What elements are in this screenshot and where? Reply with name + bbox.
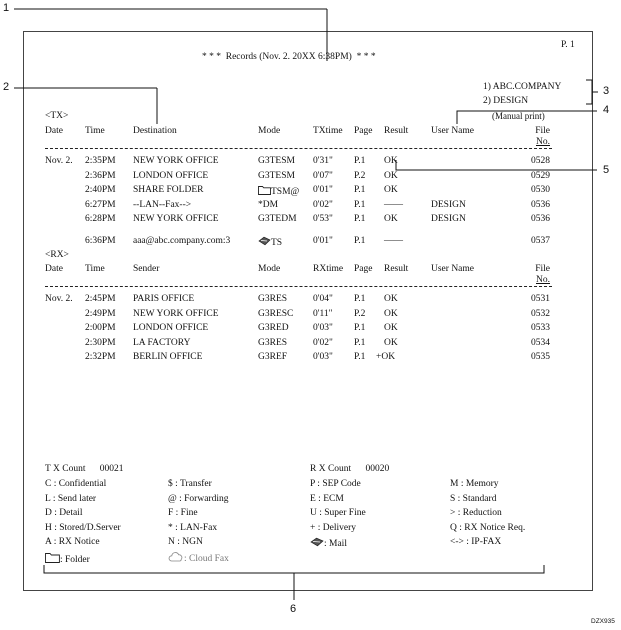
rx-cell-rxtime: 0'02" [313,337,333,348]
rx-header-file-no: No. [536,275,550,285]
company-line-2: 2) DESIGN [483,96,529,106]
tx-cell-time: 2:35PM [85,156,116,166]
rx-header-sender: Sender [133,264,160,274]
rx-cell-time: 2:00PM [85,323,116,333]
tx-cell-destination: NEW YORK OFFICE [133,214,219,224]
callout-2: 2 [3,81,10,93]
legend-item: * : LAN-Fax [168,522,218,533]
legend-item: Q : RX Notice Req. [450,522,526,533]
tx-header-file-no: No. [536,137,550,147]
tx-cell-destination: NEW YORK OFFICE [133,156,219,166]
rx-cell-rxtime: 0'04" [313,294,333,304]
rx-cell-rxtime: 0'11" [313,308,333,319]
tx-cell-result: ―― [384,236,403,246]
tx-cell-time: 6:36PM [85,236,116,246]
tx-header-time: Time [85,126,105,136]
callout-5-leader [396,160,597,170]
tx-header-date: Date [45,126,63,136]
tx-cell-time: 2:36PM [85,170,116,181]
tx-cell-mode-text: TSM@ [271,187,300,197]
rx-cell-mode: G3REF [258,352,288,362]
rx-cell-file: 0531 [531,294,550,304]
tx-cell-file: 0528 [531,156,550,166]
callout-4: 4 [603,104,610,116]
rx-header-result: Result [384,264,409,274]
tx-cell-page: P.1 [354,156,366,166]
rx-cell-page: P.1 [354,352,366,362]
callout-6-bracket [44,565,544,573]
rx-cell-file: 0532 [531,308,550,319]
tx-cell-mode: *DM [258,199,279,210]
rx-header-mode: Mode [258,264,281,274]
rx-cell-result: OK [384,323,398,333]
tx-cell-mode-text: TS [271,238,283,248]
manual-print-label: (Manual print) [492,111,545,121]
tx-cell-file: 0529 [531,170,550,181]
tx-cell-txtime: 0'31" [313,156,333,166]
rx-header-page: Page [354,264,373,274]
tx-cell-txtime: 0'01" [313,236,333,246]
tx-header-result: Result [384,126,409,136]
rx-cell-result: +OK [376,352,396,362]
tx-header-file: File [535,126,550,136]
rx-cell-date: Nov. 2. [45,294,73,304]
callout-5: 5 [603,164,610,176]
legend-folder-label: : Folder [60,555,90,565]
rx-cell-sender: LONDON OFFICE [133,323,209,333]
rx-header-file: File [535,264,550,274]
tx-cell-date: Nov. 2. [45,156,73,166]
tx-count-label: T X Count [45,464,86,474]
callout-1: 1 [3,2,10,14]
tx-cell-destination: LONDON OFFICE [133,170,209,181]
tx-cell-destination: aaa@abc.company.com:3 [133,236,231,246]
tx-cell-page: P.1 [354,236,366,246]
rx-section-label: <RX> [45,250,69,260]
figure-code: DZX935 [591,618,615,625]
tx-cell-txtime: 0'53" [313,214,333,224]
rx-cell-mode: G3RESC [258,308,294,319]
legend-item: F : Fine [168,508,198,518]
callout-6: 6 [290,603,297,615]
tx-cell-file: 0536 [531,214,550,224]
rx-header-rxtime: RXtime [313,264,344,274]
tx-header-page: Page [354,126,373,136]
legend-item: N : NGN [168,537,203,547]
tx-cell-result: OK [384,185,398,195]
legend-item: L : Send later [45,493,97,504]
tx-cell-time: 6:27PM [85,199,116,210]
rx-cell-mode: G3RES [258,337,288,348]
legend-item: S : Standard [450,493,497,504]
tx-cell-time: 6:28PM [85,214,116,224]
tx-cell-txtime: 0'02" [313,199,333,210]
tx-cell-result: ―― [384,199,403,210]
tx-header-txtime: TXtime [313,126,343,136]
tx-cell-file: 0536 [531,199,550,210]
tx-cell-mode: G3TESM [258,156,295,166]
callout-3-bracket [586,80,592,104]
tx-cell-user-name: DESIGN [431,214,466,224]
tx-cell-file: 0530 [531,185,550,195]
rx-cell-page: P.1 [354,294,366,304]
tx-cell-destination: --LAN--Fax--> [133,199,192,210]
rx-cell-rxtime: 0'03" [313,352,333,362]
rx-cell-time: 2:32PM [85,352,116,362]
rx-cell-page: P.2 [354,308,366,319]
rx-cell-file: 0533 [531,323,550,333]
tx-cell-txtime: 0'07" [313,170,333,181]
tx-cell-mode: G3TEDM [258,214,297,224]
tx-header-mode: Mode [258,126,281,136]
rx-cell-sender: BERLIN OFFICE [133,352,203,362]
legend-item: D : Detail [45,508,83,518]
rx-count-label: R X Count [310,464,352,474]
tx-header-user-name: User Name [431,126,474,136]
legend-item: A : RX Notice [45,537,100,547]
rx-count-value: 00020 [365,464,390,474]
tx-cell-time: 2:40PM [85,185,116,195]
rx-header-user-name: User Name [431,264,474,274]
title-label: Records [225,52,257,62]
rx-cell-sender: LA FACTORY [133,337,191,348]
tx-cell-destination: SHARE FOLDER [133,185,204,195]
title-stars-right: * * * [356,52,376,62]
rx-cell-page: P.1 [354,337,366,348]
legend-item: @ : Forwarding [168,493,229,504]
tx-cell-txtime: 0'01" [313,185,333,195]
rx-cell-file: 0534 [531,337,550,348]
title-datetime: (Nov. 2. 20XX 6:38PM) [259,52,352,62]
tx-cell-page: P.1 [354,214,366,224]
rx-cell-time: 2:45PM [85,294,116,304]
tx-cell-page: P.1 [354,199,366,210]
rx-header-date: Date [45,264,63,274]
rx-header-time: Time [85,264,105,274]
legend-item: U : Super Fine [310,508,366,518]
legend-item: <-> : IP-FAX [450,537,502,547]
rx-cell-mode: G3RED [258,323,289,333]
rx-cell-sender: PARIS OFFICE [133,294,195,304]
tx-cell-result: OK [384,170,398,181]
rx-cell-rxtime: 0'03" [313,323,333,333]
legend-item: E : ECM [310,493,344,504]
legend-item: H : Stored/D.Server [45,522,121,533]
tx-cell-result: OK [384,214,398,224]
legend-item: > : Reduction [450,508,502,518]
tx-cell-result: OK [384,156,398,166]
title-stars-left: * * * [202,52,221,62]
rx-cell-mode: G3RES [258,294,288,304]
tx-cell-file: 0537 [531,236,550,246]
rx-cell-page: P.1 [354,323,366,333]
tx-section-label: <TX> [45,111,69,121]
legend-item: M : Memory [450,479,499,489]
rx-cell-sender: NEW YORK OFFICE [133,308,219,319]
tx-header-destination: Destination [133,126,177,136]
company-line-1: 1) ABC.COMPANY [483,82,562,92]
rx-cell-result: OK [384,294,398,304]
tx-cell-page: P.2 [354,170,366,181]
legend-item: C : Confidential [45,479,107,489]
callout-3: 3 [603,85,610,97]
rx-cell-time: 2:30PM [85,337,116,348]
tx-cell-user-name: DESIGN [431,199,466,210]
rx-cell-file: 0535 [531,352,550,362]
legend-item: + : Delivery [310,522,356,533]
tx-cell-mode: G3TESM [258,170,295,181]
legend-item: $ : Transfer [168,479,212,489]
legend-mail-label: : Mail [324,539,347,549]
tx-cell-page: P.1 [354,185,366,195]
rx-cell-result: OK [384,337,398,348]
page-number: P. 1 [561,40,575,50]
legend-item: P : SEP Code [310,479,361,489]
callout-4-leader [457,111,597,124]
legend-cloud-label: : Cloud Fax [184,554,229,564]
tx-count-value: 00021 [99,464,124,474]
rx-cell-result: OK [384,308,398,319]
rx-cell-time: 2:49PM [85,308,116,319]
